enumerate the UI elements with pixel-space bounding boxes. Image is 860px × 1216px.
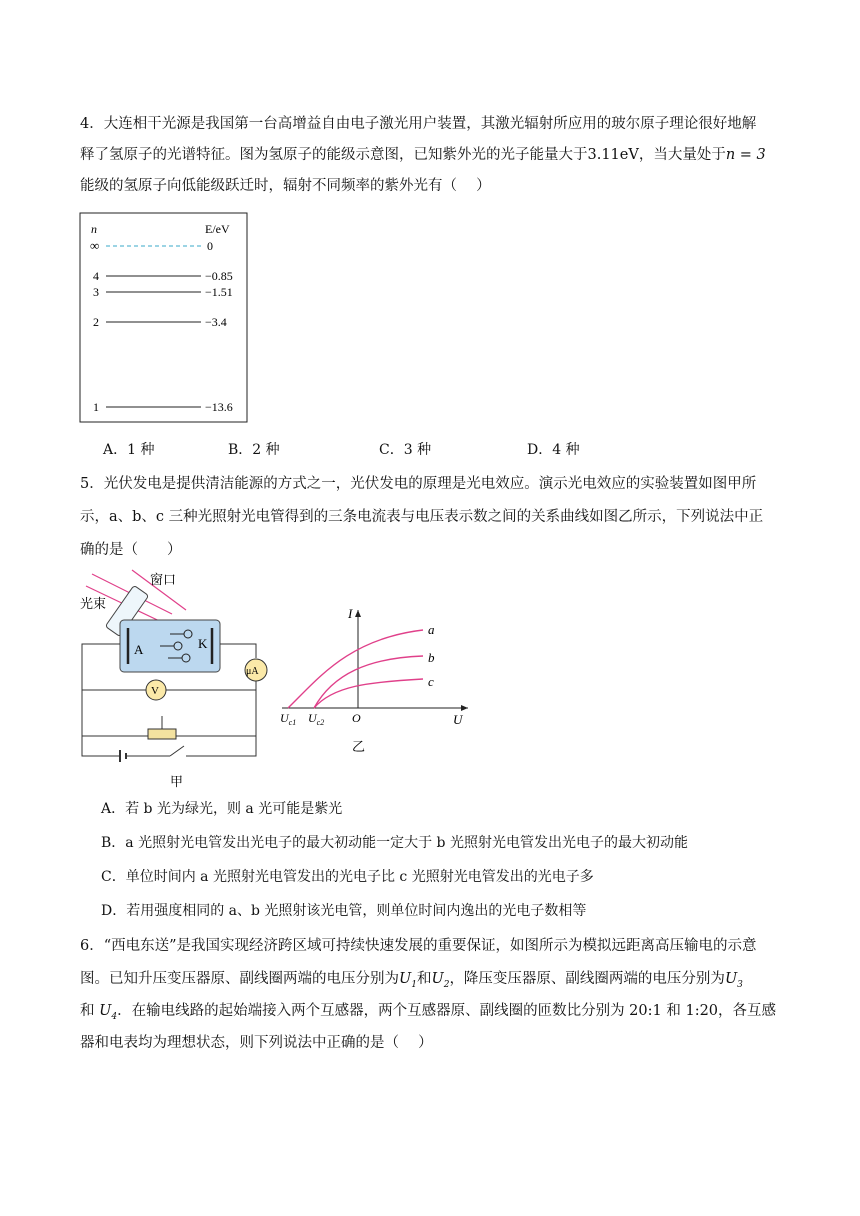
- right-wire-top: [220, 644, 256, 658]
- origin-label: O: [352, 711, 361, 725]
- level-inf-e: 0: [207, 239, 213, 253]
- energy-axis-label: E/eV: [205, 222, 230, 236]
- curve-a-label: a: [428, 622, 435, 637]
- q6-text-line-1: 6．“西电东送”是我国实现经济跨区域可持续快速发展的重要保证，如图所示为模拟远距离高压输电的示意: [80, 938, 757, 954]
- q5-option-b: B．a 光照射光电管发出光电子的最大初动能一定大于 b 光照射光电管发出光电子的最大初动能: [101, 835, 688, 851]
- q5-text-line-2: 示，a、b、c 三种光照射光电管得到的三条电流表与电压表示数之间的关系曲线如图乙所示，下列说法中正: [80, 509, 764, 525]
- curve-c-label: c: [428, 674, 434, 689]
- switch: [170, 746, 184, 756]
- q5-text-line-3: 确的是（ ）: [80, 542, 182, 558]
- switch-wire: [186, 736, 256, 756]
- rheostat: [148, 729, 176, 739]
- q6-text-line-2: 图。已知升压变压器原、副线圈两端的电压分别为$U_1$和$U_2$，降压变压器原、副线圈两端的电压分别为$U_3$: [80, 971, 743, 990]
- q4-text-line-2-body: 释了氢原子的光谱特征。图为氢原子的能级示意图，已知紫外光的光子能量大于3.11eV，当大量处于: [80, 147, 726, 163]
- curve-b-label: b: [428, 650, 435, 665]
- level-3-e: −1.51: [205, 285, 233, 299]
- cathode-label: K: [198, 636, 208, 651]
- level-4-n: 4: [93, 269, 99, 283]
- microammeter-label: μA: [246, 666, 259, 677]
- q4-n-equals-3: n = 3: [725, 147, 766, 163]
- q5-text-line-1: 5．光伏发电是提供清洁能源的方式之一，光伏发电的原理是光电效应。演示光电效应的实验装置如图甲所: [80, 476, 757, 492]
- level-1-e: −13.6: [205, 400, 233, 414]
- figure-yi-caption: 乙: [352, 739, 366, 754]
- level-inf-n: ∞: [90, 238, 100, 253]
- iu-curve-figure: [278, 604, 478, 764]
- q4-option-d: D．4 种: [527, 442, 580, 458]
- q5-option-d: D．若用强度相同的 a、b 光照射该光电管，则单位时间内逸出的光电子数相等: [101, 903, 587, 919]
- q6-text-line-3: 和 $U_4$．在输电线路的起始端接入两个互感器，两个互感器原、副线圈的匝数比分别为 20:1 和 1:20，各互感: [80, 1003, 777, 1022]
- curve-b: [314, 656, 423, 708]
- i-axis-arrow: [355, 610, 361, 617]
- level-4-e: −0.85: [205, 269, 233, 283]
- q6-text-line-4: 器和电表均为理想状态，则下列说法中正确的是（ ）: [80, 1035, 433, 1051]
- curve-c: [314, 679, 423, 708]
- i-axis-label: I: [348, 606, 353, 621]
- voltmeter-wire: [82, 681, 256, 690]
- level-3-n: 3: [93, 285, 99, 299]
- q4-option-b: B．2 种: [228, 442, 280, 458]
- q5-option-a: A．若 b 光为绿光，则 a 光可能是紫光: [101, 801, 343, 817]
- uc2-label: $U_{c2}$: [308, 711, 325, 727]
- q5-option-c: C．单位时间内 a 光照射光电管发出的光电子比 c 光照射光电管发出的光电子多: [101, 869, 594, 885]
- q4-option-c: C．3 种: [379, 442, 432, 458]
- n-axis-label: n: [91, 222, 97, 236]
- level-2-e: −3.4: [205, 315, 227, 329]
- q4-text-line-1: 4．大连相干光源是我国第一台高增益自由电子激光用户装置，其激光辐射所应用的玻尔原子理论很好地解: [80, 116, 757, 132]
- q4-text-line-3: 能级的氢原子向低能级跃迁时，辐射不同频率的紫外光有（ ）: [80, 178, 491, 194]
- beam-label: 光束: [80, 596, 107, 611]
- window-label: 窗口: [150, 572, 177, 587]
- energy-level-diagram: [79, 212, 249, 424]
- photoelectric-circuit-figure: [74, 566, 274, 791]
- uc1-label: $U_{c1}$: [280, 711, 297, 727]
- figure-jia-caption: 甲: [170, 774, 184, 789]
- left-wire: [82, 644, 120, 756]
- q4-text-line-2: [80, 143, 766, 164]
- q4-option-a: A．1 种: [103, 442, 155, 458]
- level-1-n: 1: [93, 400, 99, 414]
- anode-label: A: [134, 642, 144, 657]
- level-2-n: 2: [93, 315, 99, 329]
- u-axis-arrow: [461, 705, 468, 711]
- u-axis-label: U: [453, 712, 463, 727]
- voltmeter-label: V: [151, 685, 159, 697]
